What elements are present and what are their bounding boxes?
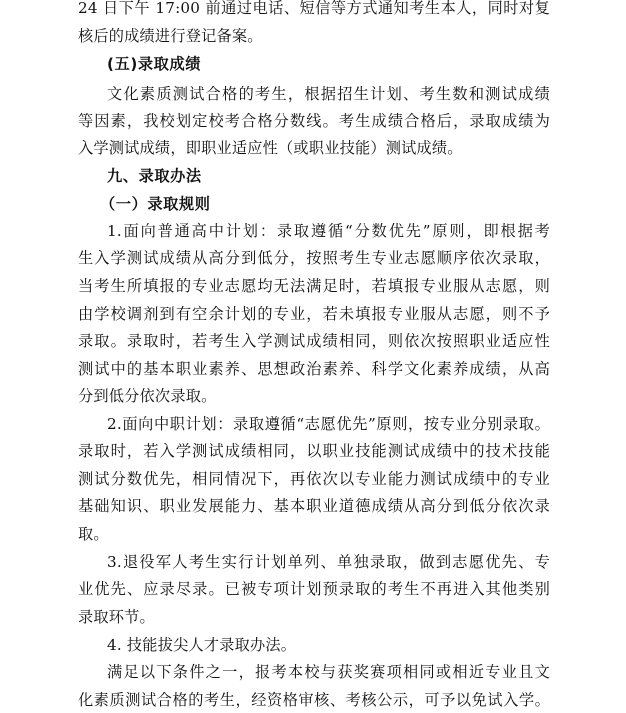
section-5-heading: (五)录取成绩 — [107, 55, 202, 73]
rule-2-line-4: 基础知识、职业发展能力、基本职业道德成绩从高分到低分依次录 — [78, 497, 550, 515]
rule-2-line-3: 测试分数优先，相同情况下，再依次以专业能力测试成绩中的专业 — [78, 470, 550, 488]
section-5-line-2: 等因素，我校划定校考合格分数线。考生成绩合格后，录取成绩为 — [78, 112, 550, 130]
section-9-subheading: （一）录取规则 — [100, 195, 211, 213]
rule-4-heading: 4. 技能拔尖人才录取办法。 — [107, 636, 297, 654]
rule-2-line-1: 2.面向中职计划：录取遵循“志愿优先”原则，按专业分别录取。 — [107, 415, 550, 433]
rule-4-line-2: 化素质测试合格的考生，经资格审核、考核公示，可予以免试入学。 — [78, 691, 550, 709]
rule-1-line-3: 当考生所填报的专业志愿均无法满足时，若填报专业服从志愿，则 — [78, 277, 550, 295]
rule-1-line-2: 生入学测试成绩从高分到低分，按照考生专业志愿顺序依次录取， — [78, 249, 550, 267]
rule-1-line-6: 测试中的基本职业素养、思想政治素养、科学文化素养成绩，从高 — [78, 360, 550, 378]
rule-3-line-3: 录取环节。 — [78, 608, 155, 626]
section-5-line-1: 文化素质测试合格的考生，根据招生计划、考生数和测试成绩 — [107, 85, 550, 103]
rule-2-line-2: 录取时，若入学测试成绩相同，以职业技能测试成绩中的技术技能 — [78, 442, 550, 460]
section-5-line-3: 入学测试成绩，即职业适应性（或职业技能）测试成绩。 — [78, 139, 463, 157]
rule-2-line-5: 取。 — [78, 525, 109, 543]
rule-4-line-1: 满足以下条件之一，报考本校与获奖赛项相同或相近专业且文 — [107, 663, 550, 681]
rule-1-line-7: 分到低分依次录取。 — [78, 387, 217, 405]
rule-1-line-1: 1.面向普通高中计划：录取遵循“分数优先”原则，即根据考 — [107, 222, 550, 240]
intro-line-1: 24 日下午 17:00 前通过电话、短信等方式通知考生本人，同时对复 — [78, 0, 550, 17]
rule-3-line-2: 业优先、应录尽录。已被专项计划预录取的考生不再进入其他类别 — [78, 580, 550, 598]
rule-1-line-5: 录取。录取时，若考生入学测试成绩相同，则依次按照职业适应性 — [78, 332, 550, 350]
section-9-heading: 九、录取办法 — [107, 167, 202, 185]
rule-3-line-1: 3.退役军人考生实行计划单列、单独录取，做到志愿优先、专 — [107, 553, 550, 571]
intro-line-2: 核后的成绩进行登记备案。 — [78, 27, 263, 45]
rule-1-line-4: 由学校调剂到有空余计划的专业，若未填报专业服从志愿，则不予 — [78, 305, 550, 323]
